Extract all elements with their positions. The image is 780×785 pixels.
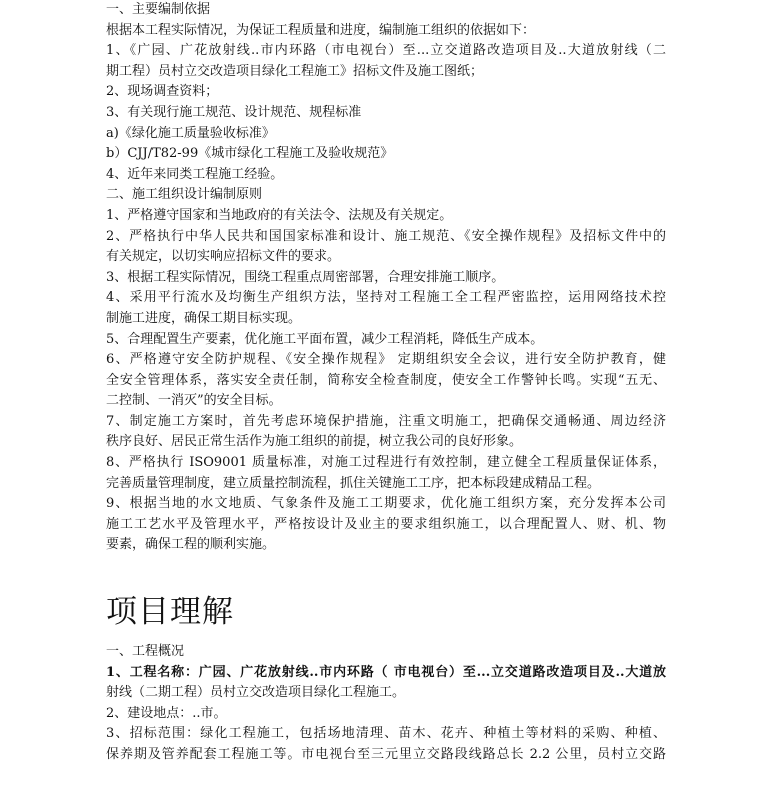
- section3-heading: 一、工程概况: [106, 644, 185, 660]
- section1-line-7: b）CJJ/T82-99《城市绿化工程施工及验收规范》: [106, 146, 394, 162]
- section2-line-7: 5、合理配置生产要素，优化施工平面布置，减少工程消耗，降低生产成本。: [106, 331, 544, 347]
- section2-line-5: 4、采用平行流水及均衡生产组织方法，坚持对工程施工全工程严密监控，运用网络技术控: [106, 290, 666, 306]
- section1-line-2: 1、《广园、广花放射线..市内环路（市电视台）至...立交道路改造项目及..大道放射线（二: [106, 43, 666, 59]
- section2-line-1: 1、严格遵守国家和当地政府的有关法令、法规及有关规定。: [106, 207, 453, 223]
- section2-heading: 二、施工组织设计编制原则: [106, 187, 263, 203]
- section2-line-13: 8、严格执行 ISO9001 质量标准，对施工过程进行有效控制，建立健全工程质量保证体系，: [106, 455, 666, 471]
- section2-line-12: 秩序良好、居民正常生活作为施工组织的前提，树立我公司的良好形象。: [106, 434, 523, 450]
- section3-line-5: 保养期及管养配套工程施工等。市电视台至三元里立交路段线路总长 2.2 公里，员村立交路: [106, 747, 666, 762]
- section3-line-3: 2、建设地点：..市。: [106, 705, 227, 721]
- section1-line-3: 期工程）员村立交改造项目绿化工程施工》招标文件及施工图纸；: [106, 63, 484, 79]
- spacer: [106, 556, 666, 586]
- section2-line-6: 制施工进度，确保工期目标实现。: [106, 310, 302, 326]
- section2-line-14: 完善质量管理制度，建立质量控制流程，抓住关键施工工序，把本标段建成精品工程。: [106, 475, 601, 491]
- page-title: 项目理解: [106, 594, 234, 631]
- section3-line-1: 1、工程名称：广园、广花放射线..市内环路（ 市电视台）至...立交道路改造项目及..大道放: [106, 664, 666, 680]
- section3-line-2: 射线（二期工程）员村立交改造项目绿化工程施工。: [106, 685, 406, 701]
- section2-line-9: 全安全管理体系，落实安全责任制，简称安全检查制度，使安全工作警钟长鸣。实现“五无、: [106, 372, 666, 388]
- section2-line-2: 2、严格执行中华人民共和国国家标准和设计、施工规范、《安全操作规程》及招标文件中的: [106, 228, 666, 244]
- section2-line-17: 要素，确保工程的顺利实施。: [106, 537, 276, 553]
- section1-line-4: 2、现场调查资料；: [106, 84, 219, 100]
- section2-line-10: 二控制、一消灭”的安全目标。: [106, 393, 282, 409]
- section3-line-4: 3、招标范围：绿化工程施工，包括场地清理、苗木、花卉、种植土等材料的采购、种植、: [106, 726, 666, 742]
- section1-line-6: a)《绿化施工质量验收标准》: [106, 125, 275, 141]
- section1-line-5: 3、有关现行施工规范、设计规范、规程标准: [106, 104, 362, 120]
- section2-line-4: 3、根据工程实际情况，围绕工程重点周密部署，合理安排施工顺序。: [106, 269, 505, 285]
- section1-heading: 一、主要编制依据: [106, 2, 211, 17]
- document-page: [106, 0, 666, 766]
- section2-line-16: 施工工艺水平及管理水平，严格按设计及业主的要求组织施工，以合理配置人、财、机、物: [106, 516, 666, 532]
- section2-line-8: 6、严格遵守安全防护规程、《安全操作规程》 定期组织安全会议，进行安全防护教育，健: [106, 352, 666, 368]
- section1-line-1: 根据本工程实际情况，为保证工程质量和进度，编制施工组织的依据如下：: [106, 22, 536, 38]
- section1-line-8: 4、近年来同类工程施工经验。: [106, 166, 284, 182]
- section2-line-15: 9、根据当地的水文地质、气象条件及施工工期要求，优化施工组织方案，充分发挥本公司: [106, 496, 666, 512]
- section2-line-11: 7、制定施工方案时，首先考虑环境保护措施，注重文明施工，把确保交通畅通、周边经济: [106, 413, 666, 429]
- section2-line-3: 有关规定，以切实响应招标文件的要求。: [106, 249, 341, 265]
